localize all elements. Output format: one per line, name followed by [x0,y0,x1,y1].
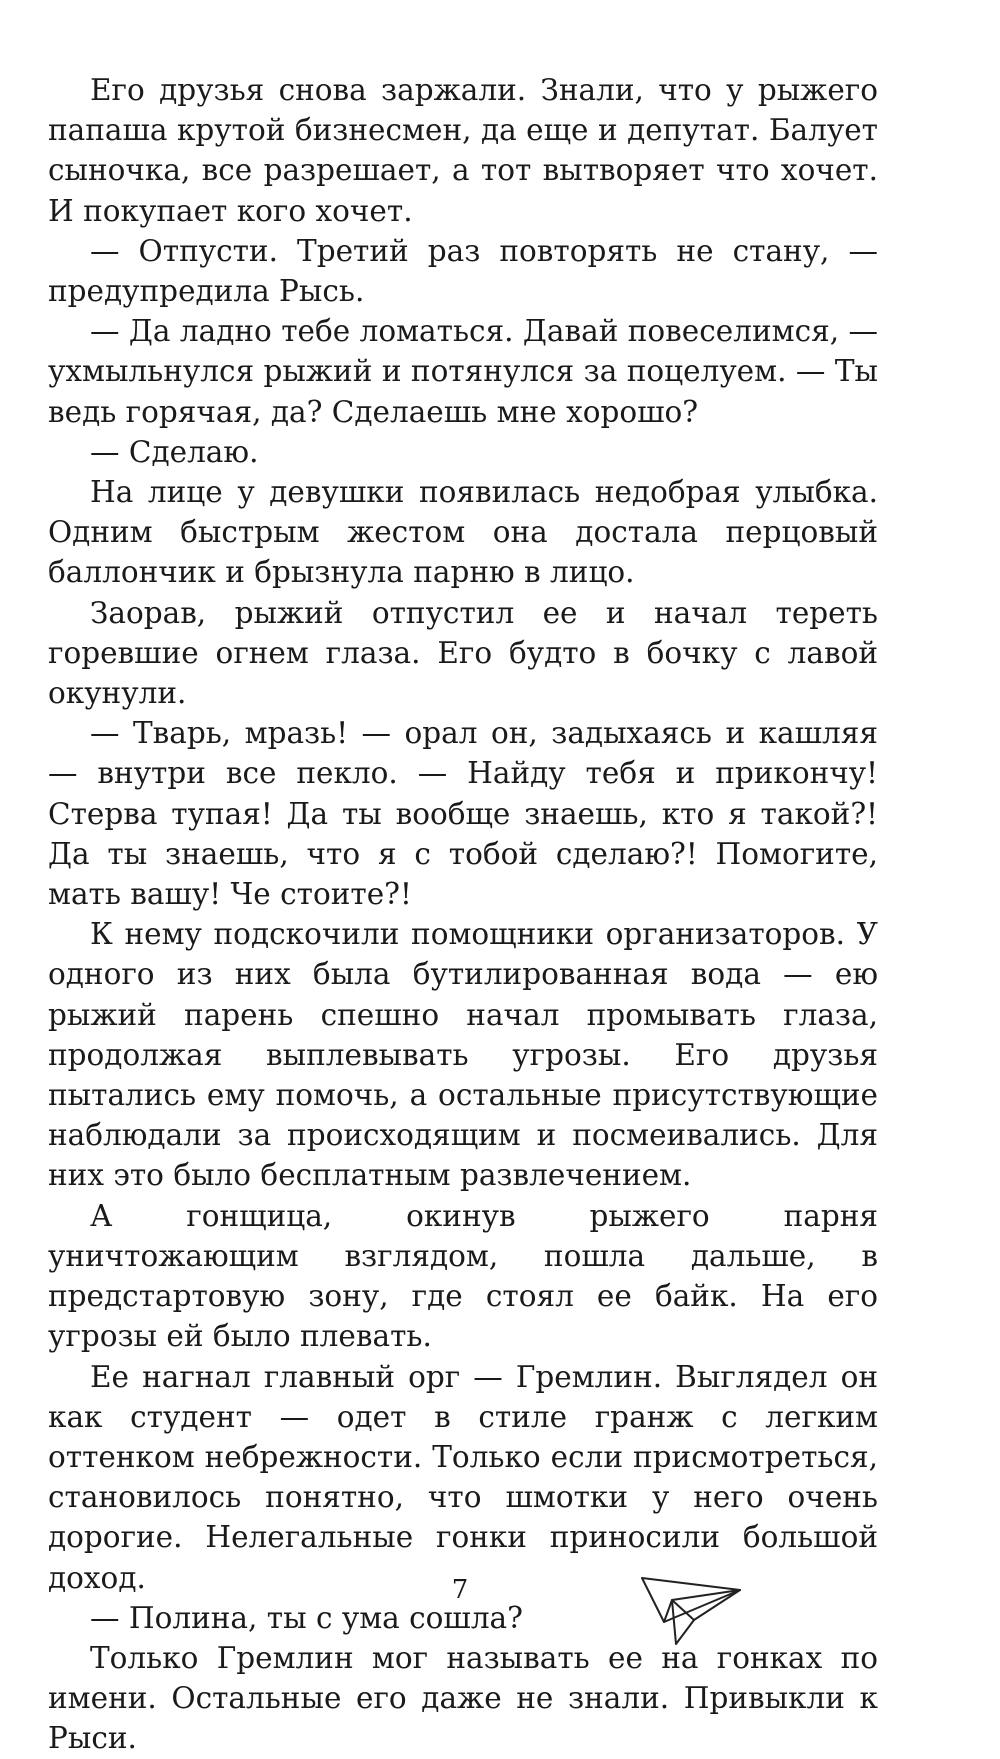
paragraph: — Тварь, мразь! — орал он, задыхаясь и кашляя — внутри все пекло. — Найду тебя и прикончу! Стерва тупая! Да ты вообще знаешь, кто я такой?! Да ты знаешь, что я с тобой сделаю?! Помогите, мать вашу! Че стоите?! [48,716,878,912]
paragraph: — Полина, ты с ума сошла? [90,1600,523,1635]
paragraph: Его друзья снова заржали. Знали, что у рыжего папаша крутой бизнесмен, да еще и депутат. Балует сыночка, все разрешает, а тот вытворяет что хочет. И покупает кого хочет. [48,73,878,228]
paper-plane-icon [636,1560,746,1650]
paragraph: — Сделаю. [90,434,259,469]
page-body [48,70,878,1759]
paragraph: Заорав, рыжий отпустил ее и начал тереть горевшие огнем глаза. Его будто в бочку с лавой окунули. [48,595,878,711]
page-number: 7 [451,1575,469,1605]
paragraph: Ее нагнал главный орг — Гремлин. Выглядел он как студент — одет в стиле гранж с легким оттенком небрежности. Только если присмотреться, становилось понятно, что шмотки у него очень дорогие. Нелегальные гонки приносили большой доход. [48,1359,878,1595]
paragraph: К нему подскочили помощники организаторов. У одного из них была бутилированная вода — ею рыжий парень спешно начал промывать глаза, продолжая выплевывать угрозы. Его друзья пытались ему помочь, а остальные присутствующие наблюдали за происходящим и посмеивались. Для них это было бесплатным развлечением. [48,917,878,1193]
paragraph: Только Гремлин мог называть ее на гонках по имени. Остальные его даже не знали. Привыкли к Рыси. [48,1640,878,1756]
paragraph: А гонщица, окинув рыжего парня уничтожающим взглядом, пошла дальше, в предстартовую зону, где стоял ее байк. На его угрозы ей было плевать. [48,1198,878,1354]
paragraph: — Да ладно тебе ломаться. Давай повеселимся, — ухмыльнулся рыжий и потянулся за поцелуем. — Ты ведь горячая, да? Сделаешь мне хорошо? [48,314,878,429]
paragraph: На лице у девушки появилась недобрая улыбка. Одним быстрым жестом она достала перцовый баллончик и брызнула парню в лицо. [48,475,878,590]
paragraph: — Отпусти. Третий раз повторять не стану, — предупредила Рысь. [48,233,878,309]
